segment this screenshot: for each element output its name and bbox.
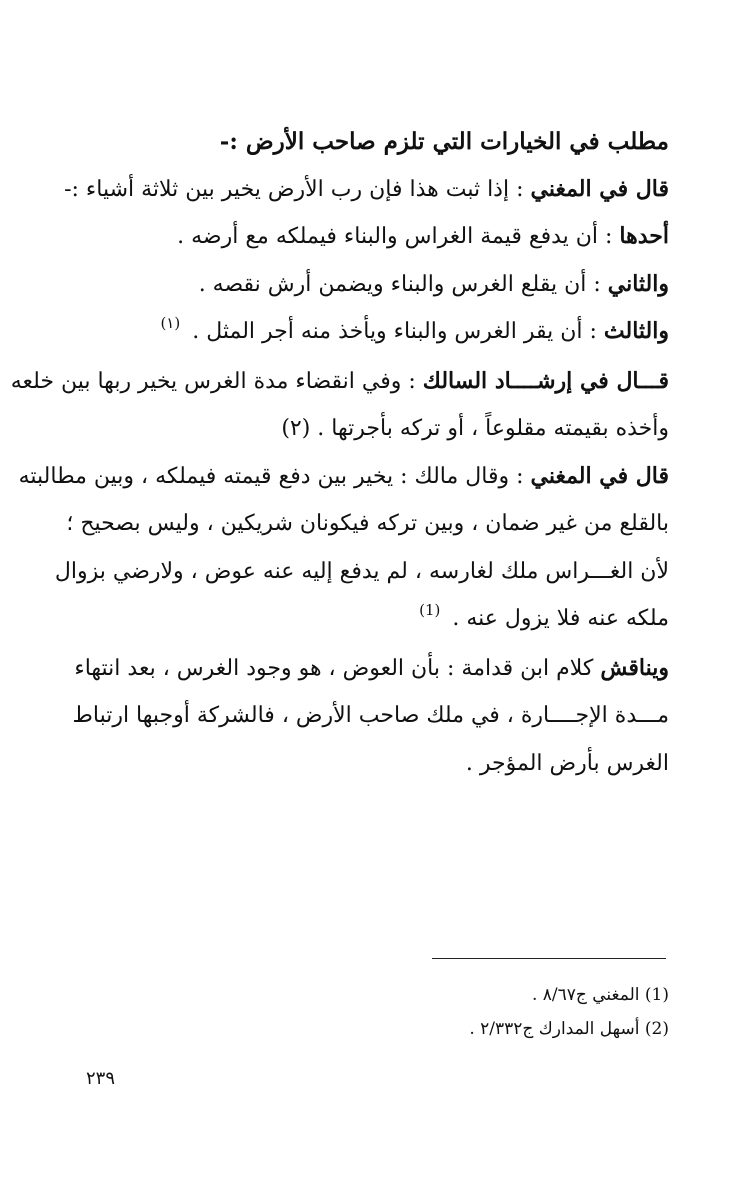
line-text: مـــدة الإجــــارة ، في ملك صاحب الأرض ، فالشركة أوجبها ارتباط	[72, 703, 669, 728]
text-line	[84, 595, 669, 645]
text-line	[10, 358, 669, 406]
text-line	[74, 645, 669, 693]
line-text: كلام ابن قدامة : بأن العوض ، هو وجود الغرس ، بعد انتهاء	[74, 655, 601, 681]
footnote-number: (2)	[644, 1019, 669, 1039]
line-text: وأخذه بقيمته مقلوعاً ، أو تركه بأجرتها . (٢)	[281, 416, 669, 441]
footnote	[84, 978, 669, 1012]
line-text: الغرس بأرض المؤجر .	[465, 750, 669, 776]
footnote-marker: (1)	[419, 601, 441, 619]
line-text: : أن يقر الغرس والبناء ويأخذ منه أجر المثل .	[192, 319, 604, 344]
line-text: : وقال مالك : يخير بين دفع قيمته فيملكه ، وبين مطالبته	[18, 463, 531, 489]
line-text: : إذا ثبت هذا فإن رب الأرض يخير بين ثلاثة أشياء :-	[64, 176, 531, 202]
body-text	[10, 118, 669, 787]
footnote-marker: (١)	[160, 314, 181, 332]
line-lead: أحدها	[619, 223, 669, 249]
text-line	[72, 692, 669, 740]
text-line	[84, 740, 669, 788]
text-line	[84, 405, 669, 453]
line-lead: والثاني	[607, 270, 669, 297]
footnote-separator	[432, 958, 666, 959]
section-heading: مطلب في الخيارات التي تلزم صاحب الأرض :-	[219, 128, 669, 155]
text-line	[84, 261, 669, 309]
footnote-text: أسهل المدارك ج٢/٣٣٢ .	[469, 1019, 645, 1039]
line-lead: قال في المغني	[530, 462, 669, 489]
footnote	[84, 1012, 669, 1046]
line-text: : أن يدفع قيمة الغراس والبناء فيملكه مع أرضه .	[177, 224, 620, 249]
line-text: لأن الغـــراس ملك لغارسه ، لم يدفع إليه عنه عوض ، ولارضي بزوال	[54, 558, 669, 584]
footnote-number: (1)	[644, 985, 669, 1005]
text-line	[84, 213, 669, 261]
text-line	[66, 500, 669, 548]
line-text: ملكه عنه فلا يزول عنه .	[452, 606, 669, 631]
line-lead: ويناقش	[600, 654, 669, 681]
text-line	[54, 548, 669, 596]
text-line	[64, 166, 669, 214]
text-line	[18, 453, 669, 501]
line-text: : أن يقلع الغرس والبناء ويضمن أرش نقصه .	[198, 271, 608, 297]
page-number: ٢٣٩	[86, 1068, 116, 1089]
line-text: بالقلع من غير ضمان ، وبين تركه فيكونان شريكين ، وليس بصحيح ؛	[66, 511, 669, 536]
footnote-text: المغني ج٨/٦٧ .	[531, 985, 645, 1005]
text-line	[84, 308, 669, 358]
footnotes	[84, 978, 669, 1046]
line-lead: قال في المغني	[530, 175, 669, 202]
line-lead: قـــال في إرشــــاد السالك	[422, 367, 669, 394]
line-lead: والثالث	[603, 318, 669, 344]
line-text: : وفي انقضاء مدة الغرس يخير ربها بين خلعه	[10, 368, 423, 394]
